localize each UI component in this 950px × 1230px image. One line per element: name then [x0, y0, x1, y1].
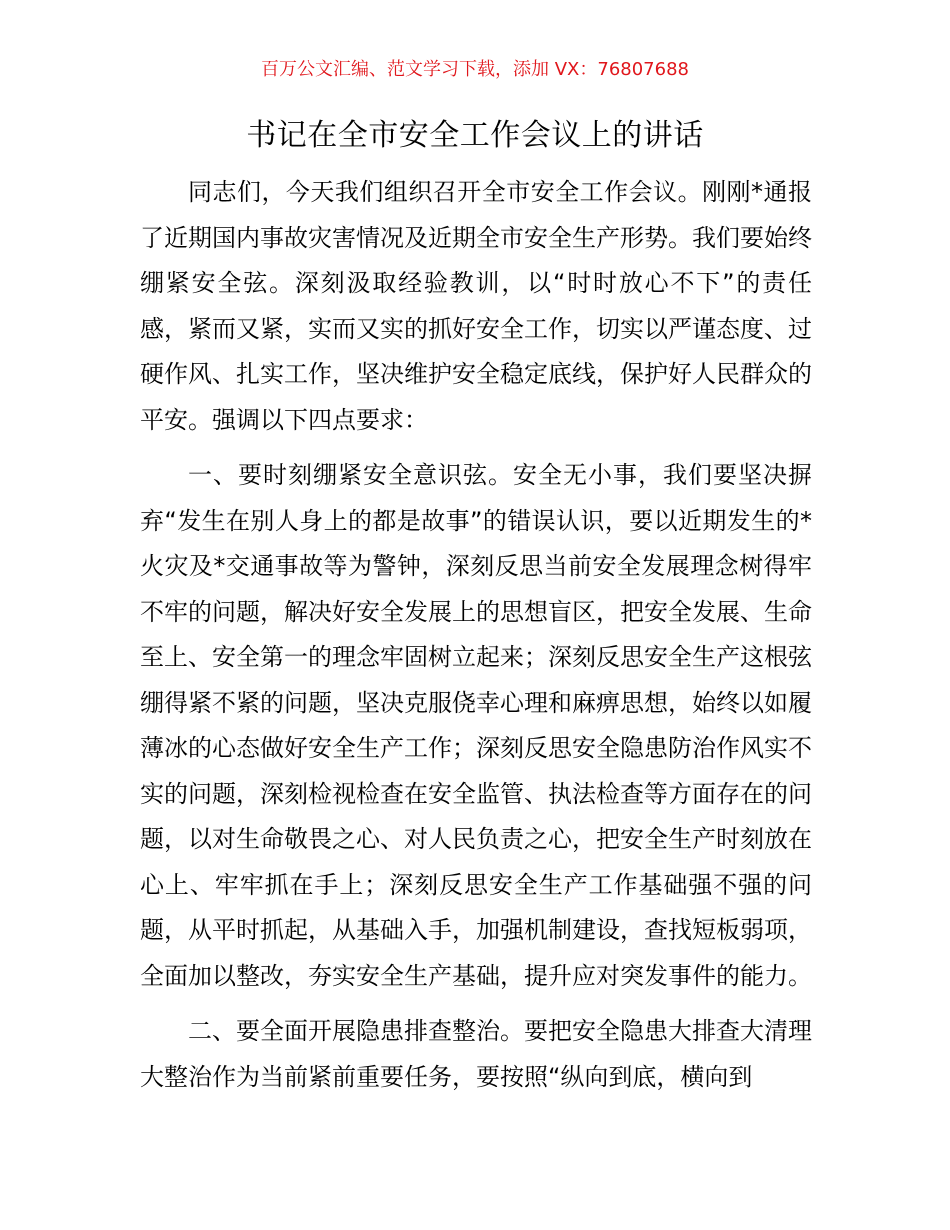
paragraph-point-one: 一、要时刻绷紧安全意识弦。安全无小事，我们要坚决摒弃“发生在别人身上的都是故事”的错误认识，要以近期发生的*火灾及*交通事故等为警钟，深刻反思当前安全发展理念树得牢不牢的问题，解决好安全发展上的思想盲区，把安全发展、生命至上、安全第一的理念牢固树立起来；深刻反思安全生产这根弦绷得紧不紧的问题，坚决克服侥幸心理和麻痹思想，始终以如履薄冰的心态做好安全生产工作；深刻反思安全隐患防治作风实不实的问题，深刻检视检查在安全监管、执法检查等方面存在的问题，以对生命敬畏之心、对人民负责之心，把安全生产时刻放在心上、牢牢抓在手上；深刻反思安全生产工作基础强不强的问题，从平时抓起，从基础入手，加强机制建设，查找短板弱项，全面加以整改，夯实安全生产基础，提升应对突发事件的能力。	[140, 461, 812, 990]
paragraph-intro: 同志们，今天我们组织召开全市安全工作会议。刚刚*通报了近期国内事故灾害情况及近期全市安全生产形势。我们要始终绷紧安全弦。深刻汲取经验教训，以“时时放心不下”的责任感，紧而又紧，实而又实的抓好安全工作，切实以严谨态度、过硬作风、扎实工作，坚决维护安全稳定底线，保护好人民群众的平安。强调以下四点要求：	[140, 178, 812, 434]
paragraph-point-two: 二、要全面开展隐患排查整治。要把安全隐患大排查大清理大整治作为当前紧前重要任务，要按照“纵向到底，横向到	[140, 1017, 812, 1091]
document-title: 书记在全市安全工作会议上的讲话	[246, 118, 704, 153]
header-watermark-note: 百万公文汇编、范文学习下载，添加 VX：76807688	[261, 59, 689, 80]
document-body	[140, 170, 812, 1100]
